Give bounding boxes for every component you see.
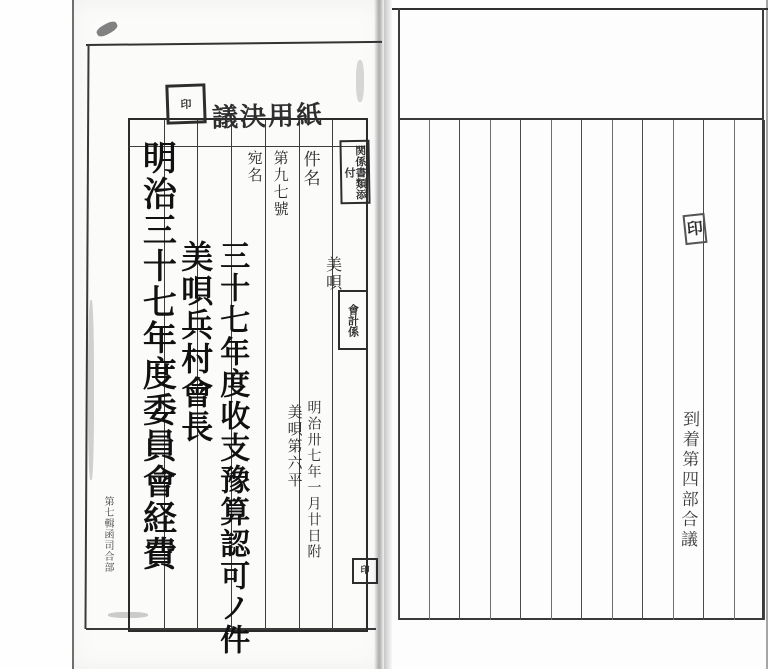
attachment-seal-icon: 関係書類添付: [339, 140, 370, 205]
form-sender-name: 美唄: [323, 256, 343, 292]
right-page-column-rule: [703, 120, 704, 620]
left-page-edge: [72, 0, 74, 669]
form-column-rule: [299, 120, 300, 630]
right-page-column-rule: [429, 120, 430, 620]
right-page-column-rule: [642, 120, 643, 620]
small-seal-icon: 印: [352, 558, 378, 584]
form-document-number: 第九七號: [271, 150, 290, 218]
right-page-column-rule: [459, 120, 460, 620]
edge-seal-icon: 印: [682, 213, 707, 245]
form-date-note: 明治卅七年一月廿日附: [305, 400, 322, 560]
printer-imprint: 第七輯函司合部: [102, 496, 113, 573]
right-page-column-rule: [734, 120, 735, 620]
right-page-column-rule: [398, 120, 399, 620]
form-title-stamp: 議決用紙: [211, 100, 325, 134]
right-page-column-rule: [551, 120, 552, 620]
right-page-column-rule: [520, 120, 521, 620]
body-column-subject: 三十七年度收支豫算認可ノ件: [214, 240, 250, 656]
scan-artifact: [108, 612, 148, 618]
binding-spine-shadow-b: [384, 0, 392, 669]
right-page-column-rule: [764, 120, 765, 620]
right-page-annotation: 到着第四部合議: [676, 409, 700, 551]
right-page-ruled-grid: [398, 120, 764, 620]
scan-artifact: [356, 60, 364, 102]
right-page-column-rule: [490, 120, 491, 620]
scan-artifact: [88, 300, 94, 480]
right-page-column-rule: [581, 120, 582, 620]
seal-icon: 印: [165, 83, 206, 124]
form-column-rule: [332, 120, 333, 630]
form-reference-number: 美唄第六平: [285, 404, 304, 489]
scan-left-margin: [0, 0, 72, 669]
form-item-name-label: 件名: [299, 150, 320, 188]
body-column-main: 明治三十七年度委員會経費: [136, 140, 177, 572]
right-page-top-rule: [392, 8, 768, 10]
form-addressee-label: 宛名: [245, 150, 264, 184]
right-page-column-rule: [612, 120, 613, 620]
accounting-seal-icon: 會計係: [338, 290, 368, 350]
right-page-column-rule: [673, 120, 674, 620]
body-column-sender: 美唄兵村會長: [176, 240, 215, 444]
form-column-rule: [265, 120, 266, 630]
